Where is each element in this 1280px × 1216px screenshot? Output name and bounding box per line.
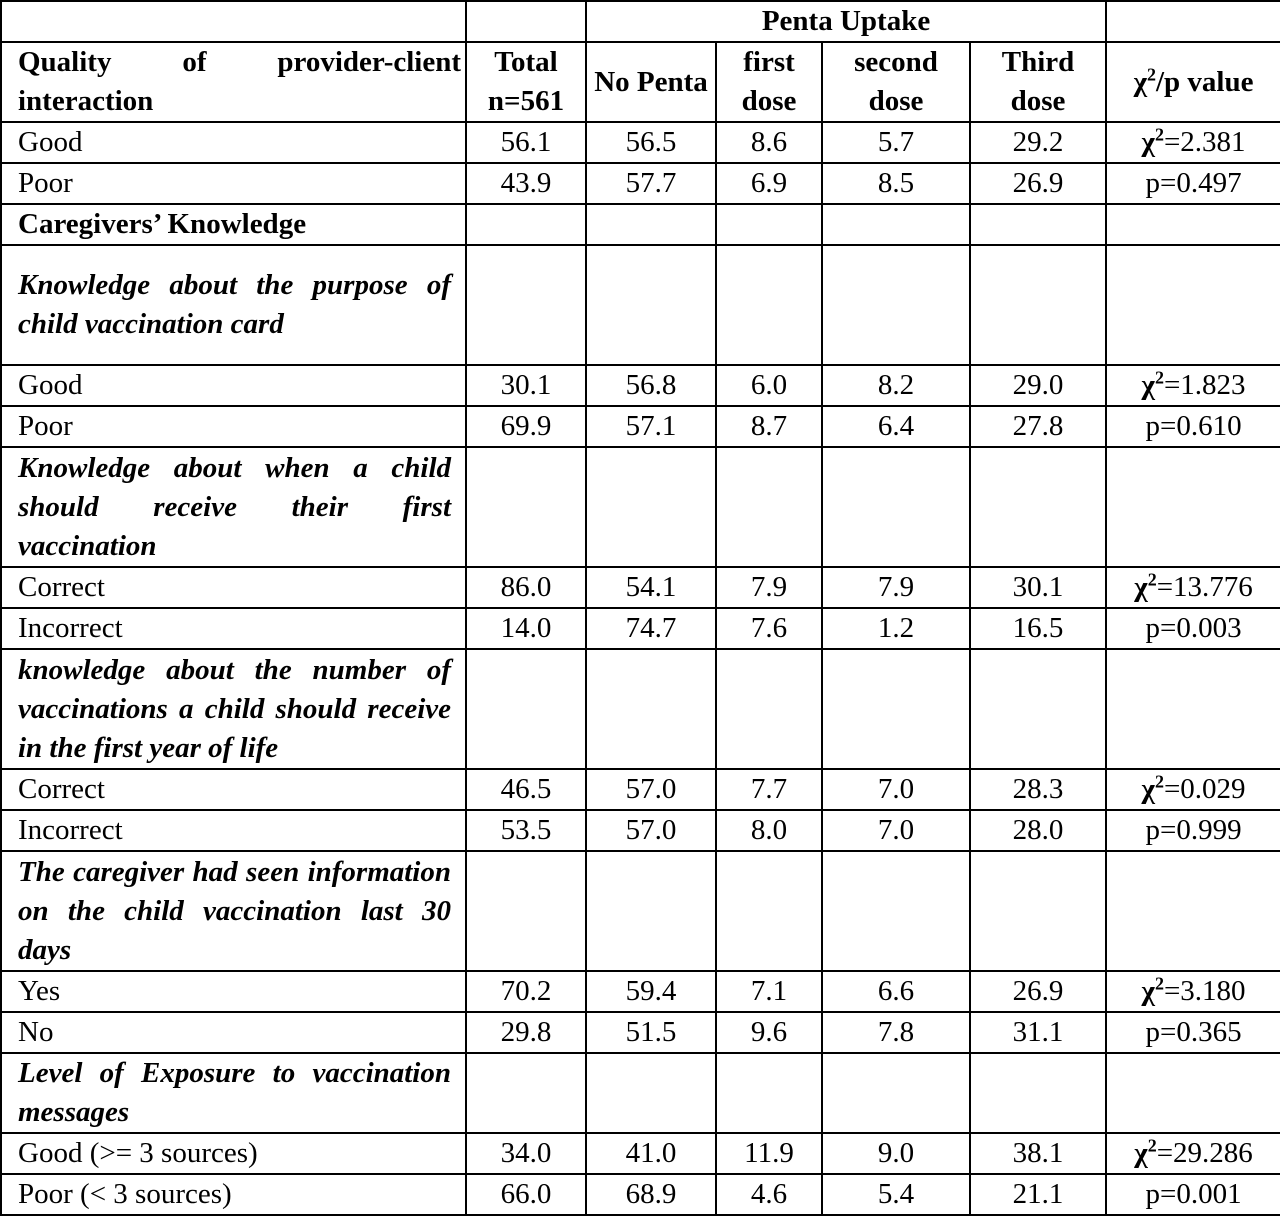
cell-total: 69.9 [466,406,586,447]
row-label: Good [1,122,466,163]
table-row [1,1133,1280,1174]
empty-cell [1106,851,1280,971]
empty-cell [1106,204,1280,245]
chi-value: =13.776 [1156,571,1253,603]
cell-total: 53.5 [466,810,586,851]
cell-no-penta: 57.1 [586,406,716,447]
row-label: Poor (< 3 sources) [1,1174,466,1215]
cell-p-value: p=0.999 [1106,810,1280,851]
empty-cell [970,204,1106,245]
row-label: Incorrect [1,810,466,851]
cell-total: 30.1 [466,365,586,406]
cell-no-penta: 57.0 [586,810,716,851]
cell-p-value: p=0.003 [1106,608,1280,649]
cell-first-dose: 7.7 [716,769,822,810]
row-label: Poor [1,406,466,447]
subheading: knowledge about the number of vaccinations a child should receive in the first year of life [1,649,466,769]
section-heading-row [1,204,1280,245]
row-label: Good [1,365,466,406]
cell-total: 46.5 [466,769,586,810]
empty-cell [716,447,822,567]
chi-value: =29.286 [1156,1137,1253,1169]
row-label: Correct [1,769,466,810]
cell-second-dose: 5.7 [822,122,970,163]
cell-total: 34.0 [466,1133,586,1174]
empty-cell [970,447,1106,567]
table-row [1,567,1280,608]
chi-superscript: 2 [1154,367,1164,388]
empty-cell [822,245,970,365]
cell-second-dose: 9.0 [822,1133,970,1174]
cell-total: 14.0 [466,608,586,649]
chi-value: =3.180 [1163,975,1246,1007]
chi-value: =0.029 [1163,773,1246,805]
subheading-row [1,245,1280,365]
cell-third-dose: 38.1 [970,1133,1106,1174]
cell-second-dose: 7.9 [822,567,970,608]
empty-cell [1106,1053,1280,1133]
subheading-row [1,851,1280,971]
cell-third-dose: 30.1 [970,567,1106,608]
cell-first-dose: 7.1 [716,971,822,1012]
subheading: Level of Exposure to vaccination messages [1,1053,466,1133]
table-row [1,971,1280,1012]
table-row [1,608,1280,649]
row-label: Good (>= 3 sources) [1,1133,466,1174]
cell-third-dose: 28.0 [970,810,1106,851]
empty-cell [586,851,716,971]
cell-p-value: p=0.001 [1106,1174,1280,1215]
cell-chi-square [1106,1133,1280,1174]
cell-no-penta: 57.7 [586,163,716,204]
chi-value: =1.823 [1163,369,1246,401]
header-first-dose: first dose [716,42,822,122]
empty-cell [822,447,970,567]
cell-first-dose: 6.0 [716,365,822,406]
row-label: Correct [1,567,466,608]
cell-no-penta: 59.4 [586,971,716,1012]
cell-no-penta: 57.0 [586,769,716,810]
cell-total: 56.1 [466,122,586,163]
subheading-row [1,1053,1280,1133]
empty-cell [716,245,822,365]
cell-second-dose: 6.4 [822,406,970,447]
subheading-row [1,447,1280,567]
cell-third-dose: 21.1 [970,1174,1106,1215]
chi-superscript: 2 [1154,124,1164,145]
empty-cell [466,245,586,365]
row-label: Yes [1,971,466,1012]
cell-first-dose: 4.6 [716,1174,822,1215]
header-no-penta: No Penta [586,42,716,122]
empty-cell [970,649,1106,769]
chi-superscript: 2 [1147,569,1157,590]
empty-cell [970,1053,1106,1133]
chi-superscript: 2 [1147,1135,1157,1156]
cell-third-dose: 26.9 [970,971,1106,1012]
empty-cell [716,649,822,769]
cell-chi-square [1106,122,1280,163]
header-total: Total n=561 [466,42,586,122]
table-row [1,1012,1280,1053]
row-label: No [1,1012,466,1053]
cell-third-dose: 27.8 [970,406,1106,447]
cell-total: 29.8 [466,1012,586,1053]
cell-p-value: p=0.610 [1106,406,1280,447]
empty-header-cell [1106,1,1280,42]
cell-second-dose: 7.0 [822,769,970,810]
chi-symbol: χ [1141,369,1155,401]
cell-chi-square [1106,567,1280,608]
empty-cell [466,204,586,245]
empty-cell [822,851,970,971]
table-row [1,406,1280,447]
empty-header-cell [466,1,586,42]
empty-cell [466,649,586,769]
empty-cell [586,649,716,769]
cell-second-dose: 8.2 [822,365,970,406]
table-row [1,769,1280,810]
chi-symbol: χ [1141,773,1155,805]
empty-cell [586,204,716,245]
penta-uptake-header: Penta Uptake [586,1,1106,42]
cell-third-dose: 16.5 [970,608,1106,649]
empty-cell [716,204,822,245]
row-label: Poor [1,163,466,204]
cell-third-dose: 26.9 [970,163,1106,204]
cell-second-dose: 7.8 [822,1012,970,1053]
table-row [1,163,1280,204]
empty-cell [822,649,970,769]
header-third-dose: Third dose [970,42,1106,122]
empty-cell [970,245,1106,365]
cell-first-dose: 9.6 [716,1012,822,1053]
subheading: Knowledge about the purpose of child vaccination card [1,245,466,365]
cell-first-dose: 8.0 [716,810,822,851]
empty-cell [970,851,1106,971]
cell-first-dose: 7.6 [716,608,822,649]
cell-p-value: p=0.365 [1106,1012,1280,1053]
empty-cell [822,204,970,245]
empty-cell [586,1053,716,1133]
cell-total: 43.9 [466,163,586,204]
cell-chi-square [1106,365,1280,406]
cell-no-penta: 51.5 [586,1012,716,1053]
cell-second-dose: 8.5 [822,163,970,204]
subheading: Knowledge about when a child should receive their first vaccination [1,447,466,567]
chi-symbol: χ [1134,1137,1148,1169]
header-second-dose: second dose [822,42,970,122]
cell-p-value: p=0.497 [1106,163,1280,204]
chi-value: =2.381 [1163,126,1246,158]
chi-superscript: 2 [1154,973,1164,994]
cell-third-dose: 29.0 [970,365,1106,406]
cell-first-dose: 7.9 [716,567,822,608]
cell-first-dose: 8.6 [716,122,822,163]
header-chi-p-value: $\chi^2/p$ value [1106,42,1280,122]
cell-no-penta: 54.1 [586,567,716,608]
cell-second-dose: 5.4 [822,1174,970,1215]
cell-no-penta: 74.7 [586,608,716,649]
cell-no-penta: 68.9 [586,1174,716,1215]
empty-cell [822,1053,970,1133]
group-header-row [1,1,1280,42]
empty-cell [716,851,822,971]
cell-second-dose: 7.0 [822,810,970,851]
subheading: The caregiver had seen information on the child vaccination last 30 days [1,851,466,971]
cell-chi-square [1106,971,1280,1012]
cell-third-dose: 31.1 [970,1012,1106,1053]
cell-chi-square [1106,769,1280,810]
chi-superscript: 2 [1154,771,1164,792]
section-heading: Caregivers’ Knowledge [1,204,466,245]
cell-total: 70.2 [466,971,586,1012]
cell-third-dose: 29.2 [970,122,1106,163]
empty-cell [1106,245,1280,365]
empty-cell [716,1053,822,1133]
column-header-row [1,42,1280,122]
cell-no-penta: 41.0 [586,1133,716,1174]
empty-cell [586,245,716,365]
empty-cell [1106,447,1280,567]
cell-first-dose: 6.9 [716,163,822,204]
cell-no-penta: 56.5 [586,122,716,163]
chi-symbol: χ [1134,571,1148,603]
empty-header-cell [1,1,466,42]
table-row [1,1174,1280,1215]
chi-symbol: χ [1141,126,1155,158]
table-row [1,365,1280,406]
row-label: Incorrect [1,608,466,649]
empty-cell [466,447,586,567]
cell-total: 66.0 [466,1174,586,1215]
cell-first-dose: 11.9 [716,1133,822,1174]
table-row [1,122,1280,163]
header-quality-interaction: Quality of provider-client interaction [1,42,466,122]
empty-cell [1106,649,1280,769]
chi-symbol: χ [1141,975,1155,1007]
cell-second-dose: 1.2 [822,608,970,649]
empty-cell [466,851,586,971]
cell-first-dose: 8.7 [716,406,822,447]
cell-second-dose: 6.6 [822,971,970,1012]
empty-cell [586,447,716,567]
cell-total: 86.0 [466,567,586,608]
cell-third-dose: 28.3 [970,769,1106,810]
empty-cell [466,1053,586,1133]
table-row [1,810,1280,851]
subheading-row [1,649,1280,769]
cell-no-penta: 56.8 [586,365,716,406]
